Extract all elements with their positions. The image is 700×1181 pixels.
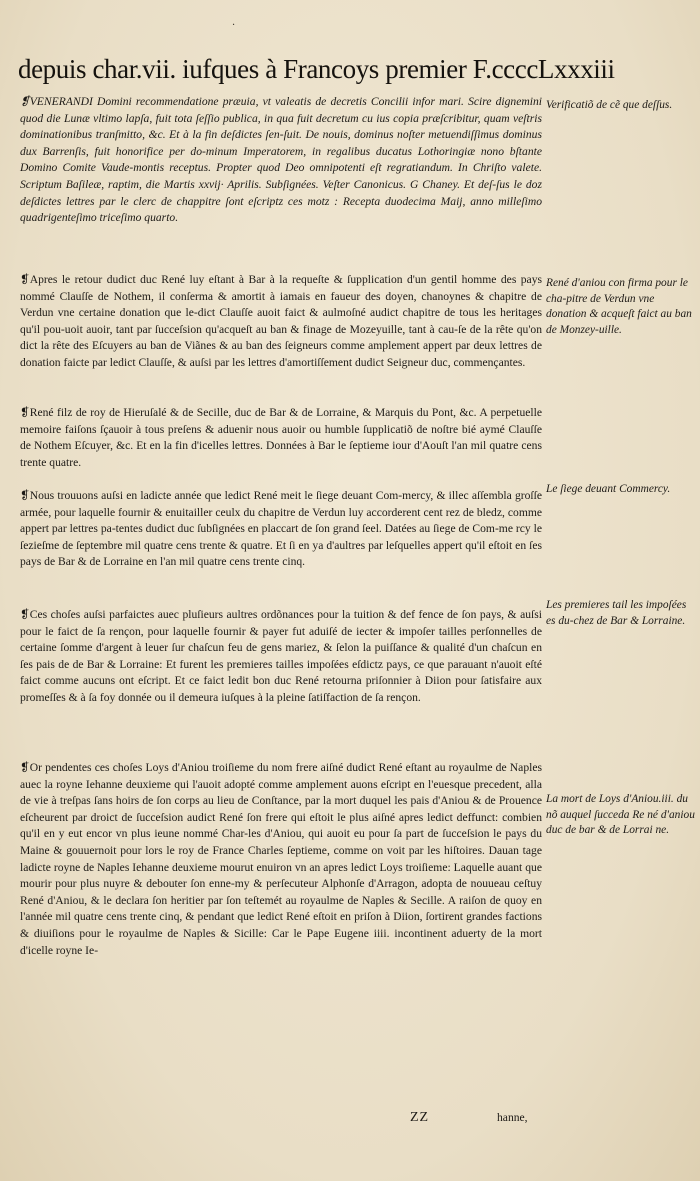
latin-letter-text: ❡VENERANDI Domini recommendatione præuia, vt valeatis de decretis Concilii infor mari. Scire dignemini quod die Lunæ vltimo lapſa, fuit tota ſeſſio publica, in qua fuit decretum cu ius copia præſcribitur, quam veſtris dominationibus tranſmitto, &c. Et à la fin deſdictes ſen-ſuit. De nouis, dominus noſter metuendiſſimus dominus dux Barrenſis, fuit honorifice per do-minum Imperatorem, in regalibus ducatus Lothoringiæ nono bſtante Domino Comite Vaude-montis receptus. Propter quod Deo omnipotenti eſt regratiandum. In Chriſto valete. Scriptum Baſileæ, raptim, die Martis xxvij· Aprilis. Subſignées. Veſter Canonicus. G Chaney. Et deſ-ſus le doz deſdictes lettres par le clerc de chappitre ſont eſcriptz ces motz : Recepta duodecima Maij, anno milleſimo quadrigenteſimo triceſimo quarto. (20, 95, 542, 225)
paragraph-text: ❡Apres le retour dudict duc René luy eſtant à Bar à la requeſte & ſupplication d'un gentil homme des pays nommé Clauſſe de Nothem, il conſerma & amortit à iamais en faueur des doyen, chanoynes & chapitre de Verdun vne certaine donation que le-dict Clauſſe auoit faict & aulmoſné audict chapitre de tous les heritages qu'il pou-uoit auoir, tant par ſucceſsion qu'acqueſt au ban & finage de Mozeyuille, tant à cau-ſe de la rête qu'on dict la rête des Eſcuyers au ban de Viãnes & au ban des ſeigneurs comme amplement appert par deux lettres de donation faicte par ledict Clauſſe, & auſsi par les lettres d'amortiſſement dudict Seigneur duc, commençantes. (20, 273, 542, 369)
body-paragraph-1 (20, 94, 542, 227)
catchword: hanne, (497, 1111, 528, 1124)
body-paragraph-6 (20, 760, 542, 959)
margin-note-3: Le ſiege deuant Commercy. (546, 483, 671, 495)
body-paragraph-5 (20, 607, 542, 707)
margin-note-4: Les premieres tail les impoſées es du-chez de Bar & Lorraine. (546, 599, 687, 627)
paragraph-text: ❡René filz de roy de Hieruſalé & de Secille, duc de Bar & de Lorraine, & Marquis du Pont, &c. A perpetuelle memoire faiſons ſçauoir à tous preſens & aduenir nous auoir ou humble ſupplicatiõ de noſtre bié aymé Clauſſe de Nothem Eſcuyer, &c. Et en la fin d'icelles lettres. Données à Bar le ſeptieme iour d'Aouſt l'an mil quatre cens trente quatre. (20, 406, 542, 469)
body-paragraph-4 (20, 488, 542, 571)
paragraph-text: ❡Ces choſes auſsi parfaictes auec pluſieurs aultres ordõnances pour la tuition & def fence de ſon pays, & auſsi pour le faict de ſa rençon, pour laquelle fournir & payer fut aduiſé de iecter & impoſer tailles perſonnelles de certaine ſomme d'argent à leuer ſur chaſcun feu de gens mariez, & ſelon la puiſſance & qualité d'un chaſcun en ſes pais de de Bar & Lorraine: Et furent les premieres tailles impoſées eſdictz pays, ce que parauant n'auoit eſté faict comme aucuns ont eſcript. Et ce faict ledit bon duc René retourna priſonnier à Diion pour ſatisfaire aux promeſſes & à ſa foy donnée ou il demeura iuſques à la pleine ſatiſfaction de ſa rençon. (20, 608, 542, 704)
paragraph-text: ❡Or pendentes ces choſes Loys d'Aniou troiſieme du nom frere aiſné dudict René eſtant au royaulme de Naples auec la royne Iehanne deuxieme qui l'auoit adopté comme amplement auons eſcript en l'euesque precedent, alla de vie à treſpas ſans hoirs de ſon corps au lieu de Conſtance, par la mort duquel les pais d'Aniou & de Prouence eſcheurent par droict de ſucceſsion audict René ſon frere qui eſtoit le plus aiſné apres ledict deffunct: combien qu'il en y eut encor vn plus ieune nommé Char-les d'Aniou, qui auoit eu pour ſa part de ſucceſsion le pays du Maine & gouuernoit pour lors le roy de France Charles ſeptieme, comme on voit par les hiſtoires. Dauan tage ladicte royne de Naples Iehanne deuxieme mourut enuiron vn an apres ledict Loys troiſieme: Laquelle auant que mourir pour plus nuyre & debouter ſon enne-my & perſecuteur Alphonſe d'Arragon, adopta de nouueau ceſtuy René d'Aniou, & le declara ſon heritier par ſon teſtemét au royaulme de Naples & Secille. A raiſon de quoy en l'année mil quatre cens trente cinq, & pendant que ledict René eſtoit en priſon à Diion, ſortirent grandes factions & diuiſions pour le royaulme de Naples & Sicille: Car le Pape Eugene iiii. incontinent aduerty de la mort d'icelle royne Ie- (20, 761, 542, 957)
margin-note-1: Verificatiõ de cẽ que deſſus. (546, 99, 673, 111)
signature-mark: ZZ (410, 1110, 430, 1125)
page-mark: · (232, 20, 236, 31)
body-paragraph-3 (20, 405, 542, 471)
body-paragraph-2 (20, 272, 542, 372)
margin-note-5: La mort de Loys d'Aniou.iii. du nõ auquel ſucceda Re né d'aniou duc de bar & de Lorrai ne. (546, 793, 695, 837)
margin-note-2: René d'aniou con firma pour le cha-pitre de Verdun vne donation & acqueſt faict au ban de Monzey-uille. (546, 277, 692, 336)
running-header: depuis char.vii. iufques à Francoys premier F.ccccLxxxiii (18, 54, 615, 84)
paragraph-text: ❡Nous trouuons auſsi en ladicte année que ledict René meit le ſiege deuant Com-mercy, & illec aſſembla groſſe armée, pour laquelle fournir & enuitailler ceulx du chapitre de Verdun luy accorderent cent rez de bledz, comme appert par lettres pa-tentes dudict duc ſubſignées en placcart de ſon grand ſeel. Datées au ſiege de Com-me rcy le ſezieſme de ſeptembre mil quatre cens trente & quatre. Et ſi en ya d'aultres par leſquelles appert qu'il eſtoit en ſes pays de Bar & de Lorraine en l'an mil quatre cens trente cinq. (20, 489, 542, 569)
